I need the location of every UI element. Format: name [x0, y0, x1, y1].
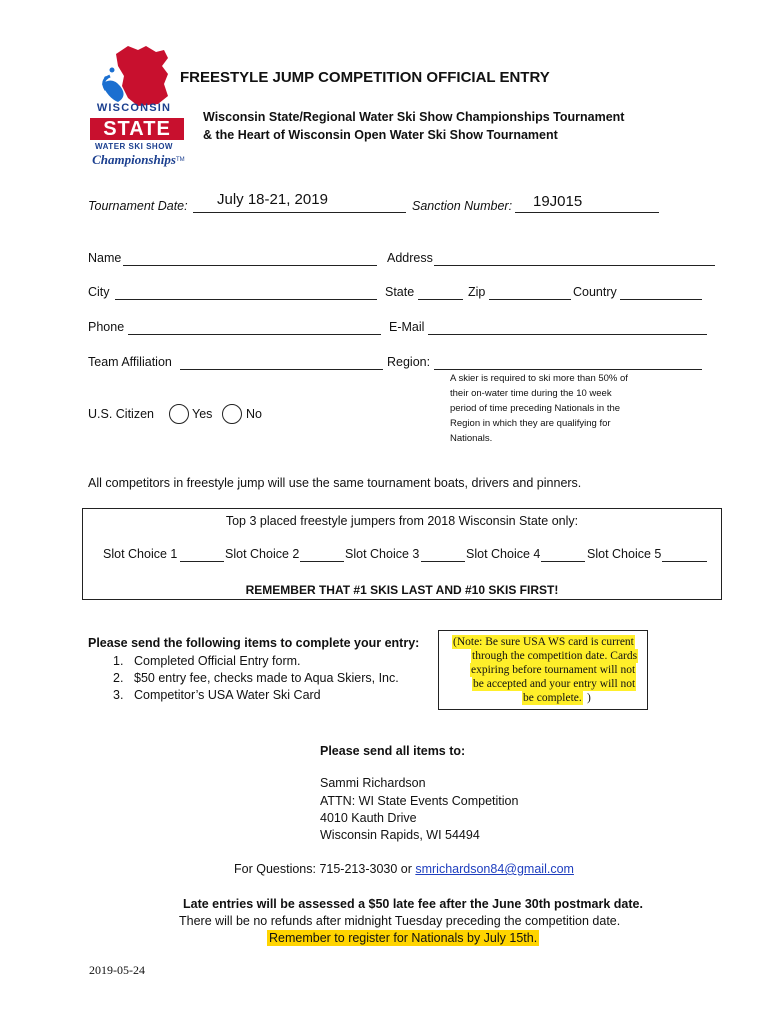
subtitle-line-1: Wisconsin State/Regional Water Ski Show Championships Tournament — [203, 110, 625, 124]
state-label: State — [385, 285, 415, 299]
address-field[interactable] — [434, 265, 715, 266]
sanction-number-line — [515, 212, 659, 213]
slot-choice-1-label: Slot Choice 1 — [103, 547, 178, 561]
card-note-line-3: expiring before tournament will not — [471, 664, 636, 676]
tournament-date-line — [193, 212, 406, 213]
country-label: Country — [573, 285, 617, 299]
logo-tm-text: TM — [176, 157, 185, 163]
subtitle-line-2: & the Heart of Wisconsin Open Water Ski Show Tournament — [203, 128, 558, 142]
slot-choice-5-field[interactable] — [662, 561, 707, 562]
page-title: FREESTYLE JUMP COMPETITION OFFICIAL ENTRY — [180, 69, 550, 86]
citizen-no-radio[interactable] — [222, 404, 242, 424]
logo-championships-text: Championships — [92, 152, 176, 167]
phone-field[interactable] — [128, 334, 381, 335]
card-note-line-1: (Note: Be sure USA WS card is current — [453, 636, 634, 648]
mail-to-name: Sammi Richardson — [320, 776, 426, 790]
region-field[interactable] — [434, 369, 702, 370]
country-field[interactable] — [620, 299, 702, 300]
mail-to-heading: Please send all items to: — [320, 744, 466, 758]
refund-notice: There will be no refunds after midnight Tuesday preceding the competition date. — [179, 914, 621, 928]
region-note-line: their on-water time during the 10 week — [450, 388, 612, 399]
slot-heading: Top 3 placed freestyle jumpers from 2018 Wisconsin State only: — [225, 514, 579, 528]
slot-choice-2-field[interactable] — [300, 561, 344, 562]
slot-choice-4-field[interactable] — [541, 561, 585, 562]
send-item-1-number: 1. — [113, 654, 124, 668]
nationals-reminder — [267, 931, 539, 945]
slot-choice-2-label: Slot Choice 2 — [225, 547, 300, 561]
region-note-line: A skier is required to ski more than 50% of — [450, 373, 628, 384]
tournament-date-label: Tournament Date: — [88, 199, 188, 213]
logo-wisconsin-text: WISCONSIN — [96, 102, 172, 114]
send-item-2-number: 2. — [113, 671, 124, 685]
city-field[interactable] — [115, 299, 377, 300]
email-label: E-Mail — [389, 320, 425, 334]
team-affiliation-field[interactable] — [180, 369, 383, 370]
phone-label: Phone — [88, 320, 125, 334]
logo-state-text: STATE — [90, 118, 184, 140]
city-label: City — [88, 285, 110, 299]
citizen-yes-label: Yes — [192, 407, 213, 421]
mail-to-street: 4010 Kauth Drive — [320, 811, 417, 825]
email-field[interactable] — [428, 334, 707, 335]
state-field[interactable] — [418, 299, 463, 300]
slot-choice-3-field[interactable] — [421, 561, 465, 562]
wisconsin-map-icon — [98, 40, 188, 110]
competitors-note: All competitors in freestyle jump will use the same tournament boats, drivers and pinners. — [88, 476, 582, 490]
slot-choice-5-label: Slot Choice 5 — [587, 547, 662, 561]
send-items-heading: Please send the following items to complete your entry: — [88, 636, 420, 650]
mail-to-attn: ATTN: WI State Events Competition — [320, 794, 519, 808]
citizen-no-label: No — [246, 407, 262, 421]
citizen-yes-radio[interactable] — [169, 404, 189, 424]
send-item-1: Completed Official Entry form. — [134, 654, 301, 668]
send-item-2: $50 entry fee, checks made to Aqua Skiers, Inc. — [134, 671, 399, 685]
contact-email-link[interactable]: smrichardson84@gmail.com — [415, 862, 574, 876]
slot-choice-1-field[interactable] — [180, 561, 224, 562]
nationals-reminder-text: Remember to register for Nationals by July 15th. — [269, 931, 538, 945]
late-fee-notice: Late entries will be assessed a $50 late fee after the June 30th postmark date. — [183, 897, 643, 911]
send-item-3-number: 3. — [113, 688, 124, 702]
address-label: Address — [387, 251, 433, 265]
questions-prefix: For Questions: 715-213-3030 or — [234, 862, 416, 876]
region-label: Region: — [387, 355, 431, 369]
card-note-line-4: be accepted and your entry will not — [473, 678, 636, 690]
us-citizen-label: U.S. Citizen — [88, 407, 154, 421]
mail-to-city: Wisconsin Rapids, WI 54494 — [320, 828, 480, 842]
name-label: Name — [88, 251, 122, 265]
zip-label: Zip — [468, 285, 486, 299]
tournament-date-value[interactable]: July 18-21, 2019 — [217, 191, 328, 208]
name-field[interactable] — [123, 265, 377, 266]
team-affiliation-label: Team Affiliation — [88, 355, 172, 369]
document-date: 2019-05-24 — [89, 963, 145, 977]
card-note-line-5: be complete. — [523, 692, 582, 704]
logo-water-ski-show-text: WATER SKI SHOW — [95, 142, 173, 151]
send-item-3: Competitor’s USA Water Ski Card — [134, 688, 321, 702]
zip-field[interactable] — [489, 299, 571, 300]
wisconsin-state-logo — [84, 40, 190, 175]
slot-choice-3-label: Slot Choice 3 — [345, 547, 420, 561]
card-note-close: ) — [587, 692, 591, 704]
region-note-line: Nationals. — [450, 433, 493, 444]
questions-line — [234, 862, 574, 876]
sanction-number-label: Sanction Number: — [412, 199, 513, 213]
region-note-line: Region in which they are qualifying for — [450, 418, 611, 429]
slot-choice-4-label: Slot Choice 4 — [466, 547, 541, 561]
sanction-number-value[interactable]: 19J015 — [533, 193, 583, 210]
region-note-line: period of time preceding Nationals in the — [450, 403, 621, 414]
region-requirement-note — [450, 371, 655, 446]
card-note-line-2: through the competition date. Cards — [472, 650, 638, 662]
skis-order-reminder: REMEMBER THAT #1 SKIS LAST AND #10 SKIS FIRST! — [245, 583, 559, 597]
